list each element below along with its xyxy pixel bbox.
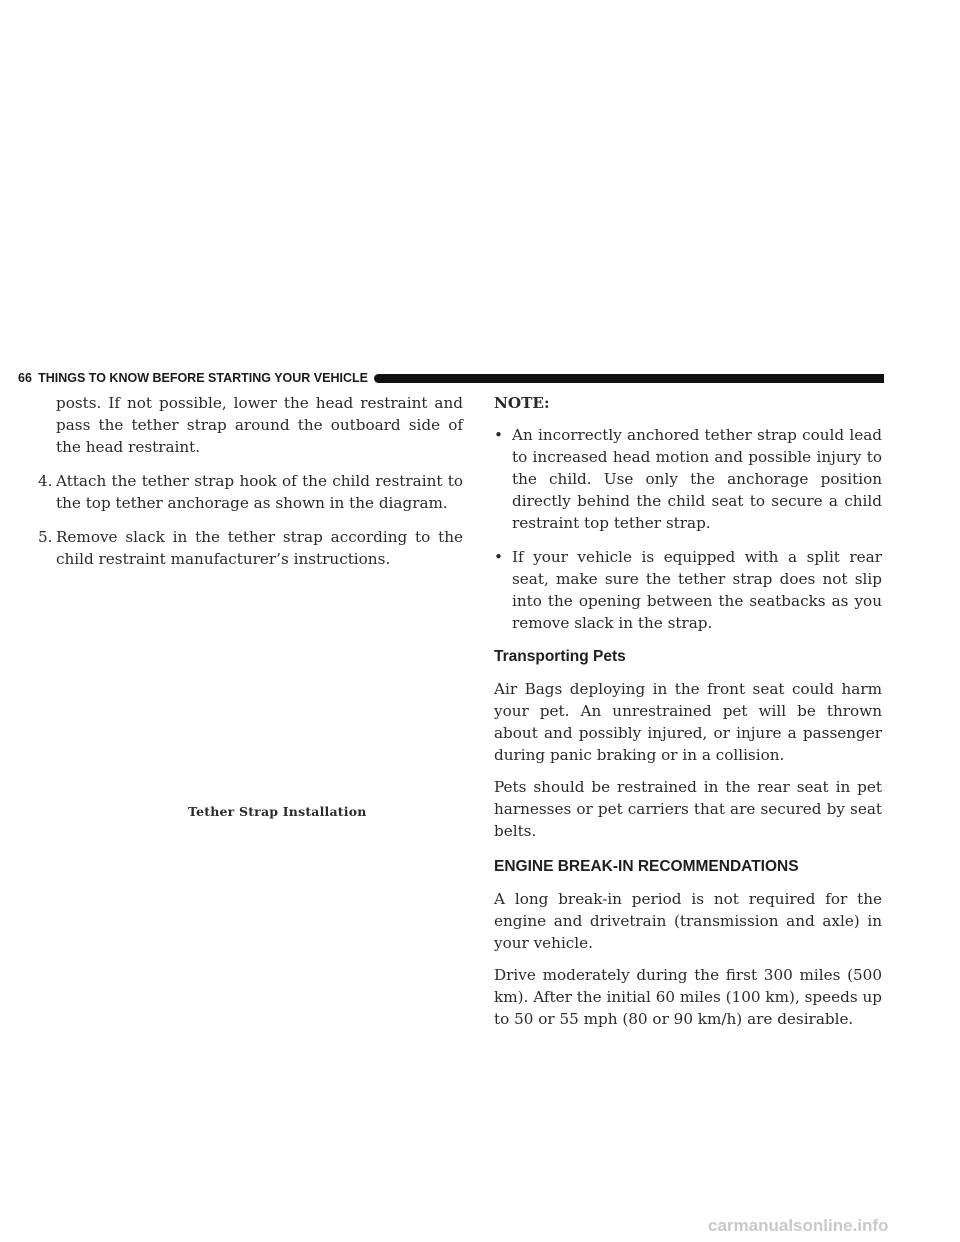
pets-paragraph: Pets should be restrained in the rear seat in pet harnesses or pet carriers that are secured by seat belts. [494, 778, 882, 840]
engine-heading: ENGINE BREAK-IN RECOMMENDATIONS [494, 858, 799, 875]
engine-paragraph: Drive moderately during the first 300 miles (500 km). After the initial 60 miles (100 km), speeds up to 50 or 55 mph (80 or 90 km/h) are desirable. [494, 966, 882, 1028]
bullet-text: An incorrectly anchored tether strap could lead to increased head motion and possible injury to the child. Use only the anchorage position directly behind the child seat to secure a child restraint top tether strap. [512, 426, 882, 532]
figure-area [38, 530, 463, 798]
right-column [494, 392, 882, 1040]
note-bullet [494, 546, 882, 634]
continued-paragraph: posts. If not possible, lower the head restraint and pass the tether strap around the outboard side of the head restraint. [56, 394, 463, 456]
bullet-symbol: • [494, 548, 503, 566]
bullet-text: If your vehicle is equipped with a split rear seat, make sure the tether strap does not slip into the opening between the seatbacks as you remove slack in the strap. [512, 548, 882, 632]
note-bullet [494, 424, 882, 534]
bullet-symbol: • [494, 426, 503, 444]
step-number: 5. [38, 528, 53, 546]
figure-caption: Tether Strap Installation [188, 804, 367, 819]
pets-paragraph: Air Bags deploying in the front seat could harm your pet. An unrestrained pet will be thrown about and possibly injured, or injure a passenger during panic braking or in a collision. [494, 680, 882, 764]
step-text: Attach the tether strap hook of the child restraint to the top tether anchorage as shown in the diagram. [56, 472, 463, 512]
section-title: THINGS TO KNOW BEFORE STARTING YOUR VEHICLE [38, 371, 368, 385]
page-header [18, 371, 884, 385]
page-number: 66 [18, 371, 33, 385]
engine-paragraph: A long break-in period is not required for the engine and drivetrain (transmission and axle) in your vehicle. [494, 890, 882, 952]
step-item [38, 470, 463, 514]
watermark: carmanualsonline.info [708, 1216, 889, 1235]
step-text: Remove slack in the tether strap according to the child restraint manufacturer’s instructions. [56, 528, 463, 568]
header-rule [374, 374, 884, 383]
step-number: 4. [38, 472, 53, 490]
pets-heading: Transporting Pets [494, 648, 626, 665]
note-label: NOTE: [494, 394, 550, 412]
